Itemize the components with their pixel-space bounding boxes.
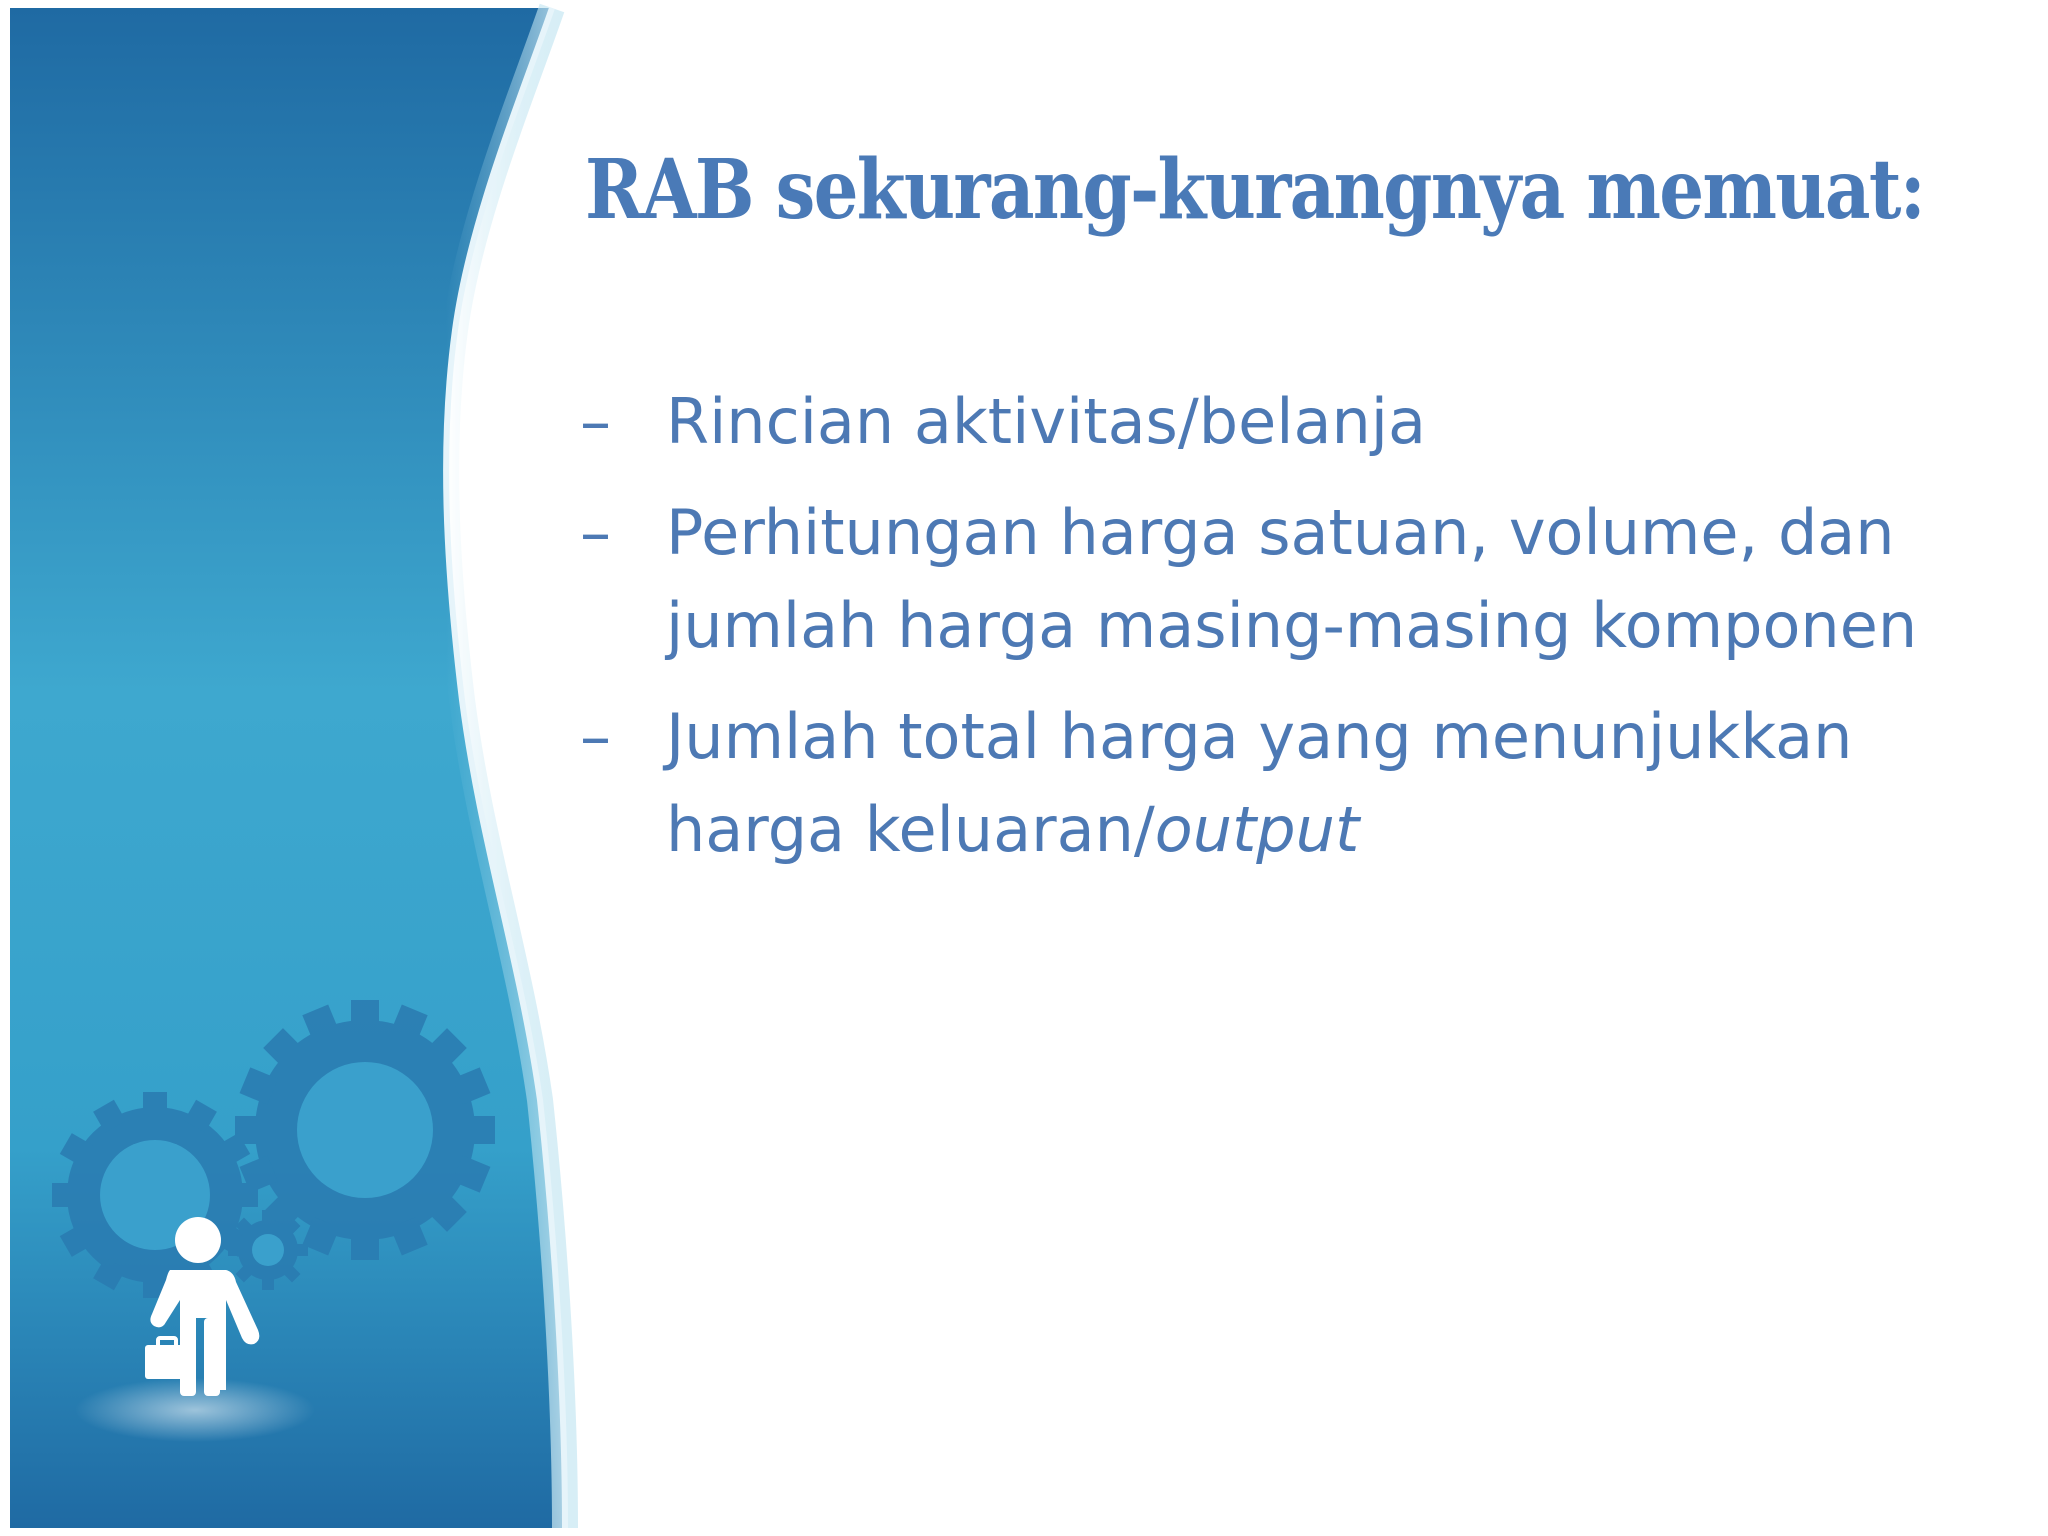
bullet-list xyxy=(580,375,2000,894)
bullet-dash: – xyxy=(580,496,611,569)
list-item-text: Perhitungan harga satuan, volume, dan jumlah harga masing-masing komponen xyxy=(666,496,1918,662)
slide-title: RAB sekurang-kurangnya memuat: xyxy=(585,142,1925,238)
list-item xyxy=(580,375,2000,468)
list-item xyxy=(580,690,2000,876)
list-item-italic-text: output xyxy=(1154,793,1360,866)
list-item xyxy=(580,486,2000,672)
bullet-dash: – xyxy=(580,385,611,458)
list-item-text: Rincian aktivitas/belanja xyxy=(666,385,1426,458)
bullet-dash: – xyxy=(580,700,611,773)
list-item-text: Jumlah total harga yang menunjukkan harga keluaran/ xyxy=(666,700,1853,866)
